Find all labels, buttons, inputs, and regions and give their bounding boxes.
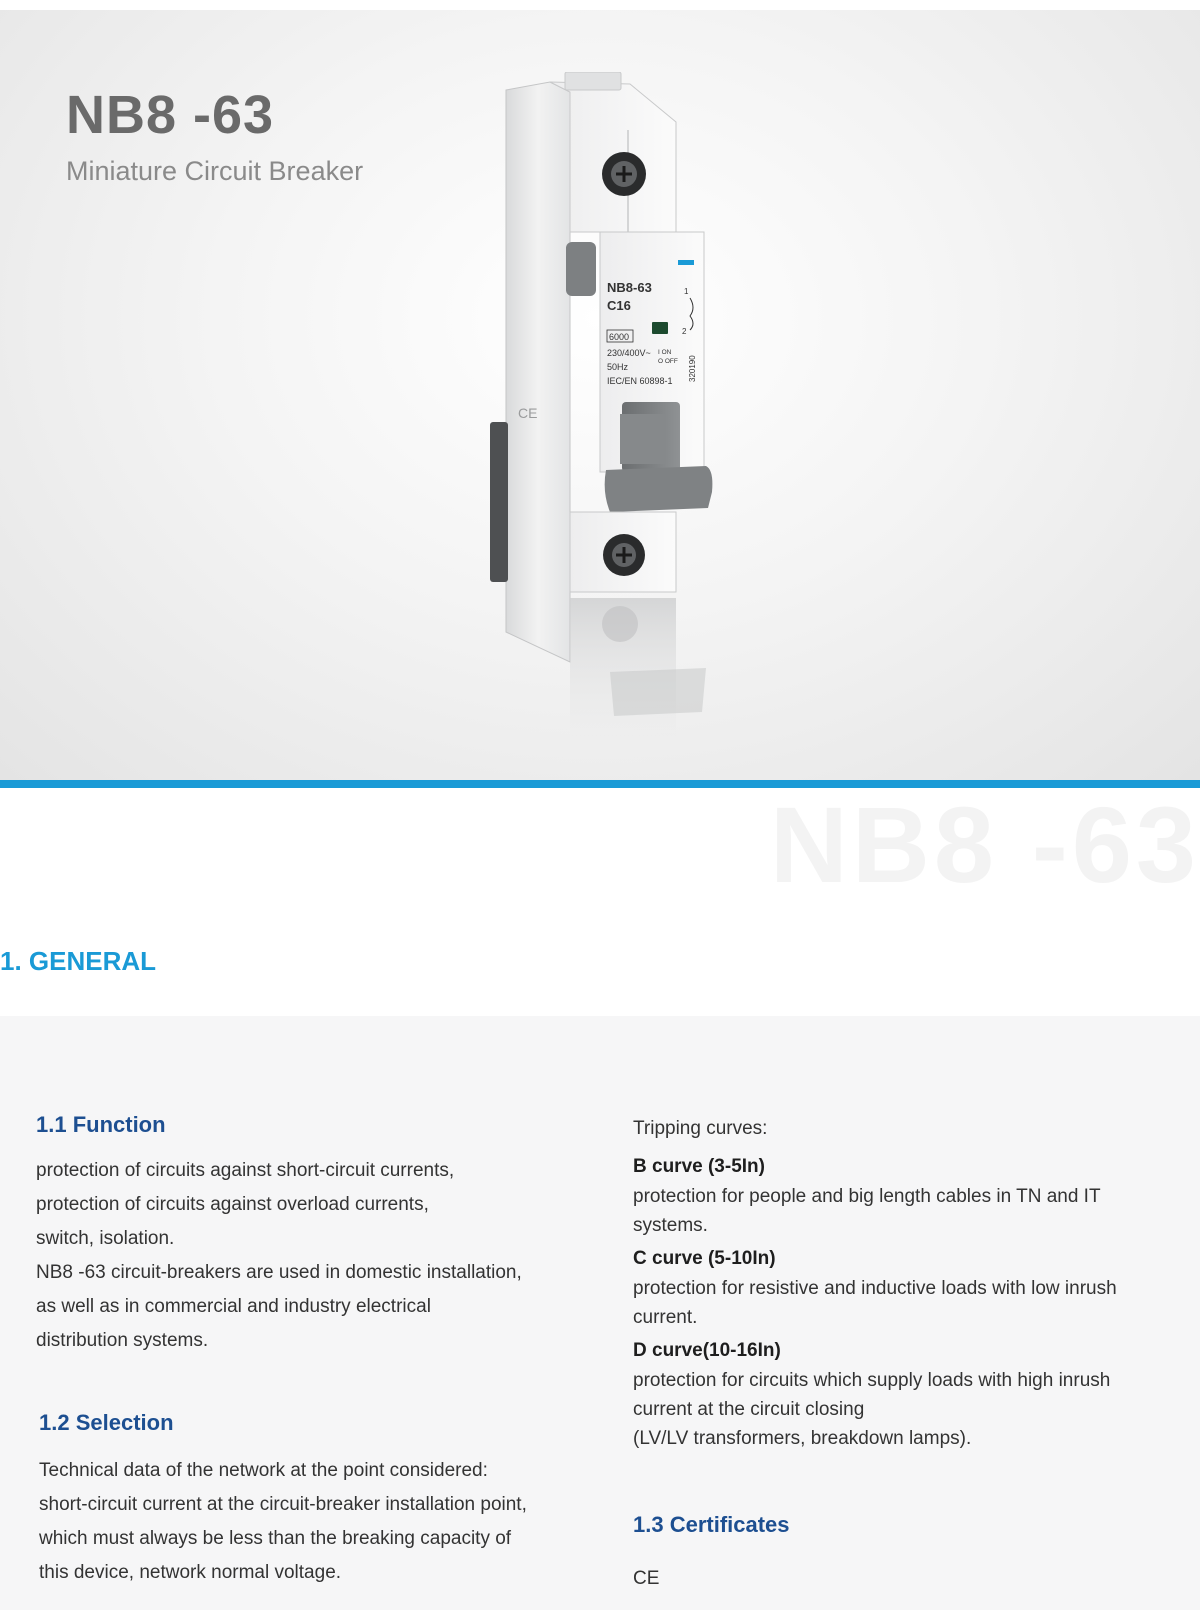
label-rating: C16 xyxy=(607,298,631,313)
curve-d-line: (LV/LV transformers, breakdown lamps). xyxy=(633,1428,972,1449)
curve-b-line: systems. xyxy=(633,1215,708,1236)
function-line: protection of circuits against short-circuit currents, xyxy=(36,1160,455,1181)
curve-d-line: protection for circuits which supply loads with high inrush xyxy=(633,1370,1111,1391)
label-breaking-capacity: 6000 xyxy=(609,332,630,342)
curve-b-title: B curve (3-5In) xyxy=(633,1156,765,1177)
ce-mark: CE xyxy=(518,405,538,421)
circuit-breaker-image xyxy=(480,72,760,772)
curve-b-line: protection for people and big length cables in TN and IT xyxy=(633,1186,1101,1207)
function-line: distribution systems. xyxy=(36,1330,209,1351)
function-line: protection of circuits against overload currents, xyxy=(36,1194,429,1215)
tripping-intro: Tripping curves: xyxy=(633,1118,768,1139)
selection-line: Technical data of the network at the point considered: xyxy=(39,1460,488,1481)
label-model: NB8-63 xyxy=(607,280,652,295)
selection-text xyxy=(39,1454,527,1590)
section-heading-general: 1. GENERAL xyxy=(0,946,157,976)
selection-line: which must always be less than the breaking capacity of xyxy=(39,1528,512,1549)
label-terminal-bottom: 2 xyxy=(682,327,687,336)
label-standard: IEC/EN 60898-1 xyxy=(607,376,673,386)
watermark-text: NB8 -63 xyxy=(769,784,1200,905)
general-content-panel xyxy=(0,1016,1200,1610)
curve-c-line: current. xyxy=(633,1307,698,1328)
function-text xyxy=(36,1154,522,1358)
function-line: NB8 -63 circuit-breakers are used in domestic installation, xyxy=(36,1262,522,1283)
selection-line: short-circuit current at the circuit-breaker installation point, xyxy=(39,1494,527,1515)
curve-d xyxy=(633,1336,1173,1453)
product-title: NB8 -63 xyxy=(66,85,275,145)
function-line: switch, isolation. xyxy=(36,1228,175,1249)
certificates-value: CE xyxy=(633,1568,660,1589)
label-frequency: 50Hz xyxy=(607,362,629,372)
selection-heading: 1.2 Selection xyxy=(39,1410,174,1435)
curve-c xyxy=(633,1244,1173,1332)
label-off: O OFF xyxy=(658,358,678,365)
label-code: 320190 xyxy=(688,355,697,382)
certificates-heading: 1.3 Certificates xyxy=(633,1512,790,1537)
product-subtitle: Miniature Circuit Breaker xyxy=(66,156,364,186)
curve-d-title: D curve(10-16In) xyxy=(633,1340,781,1361)
curve-c-title: C curve (5-10In) xyxy=(633,1248,776,1269)
hero-banner xyxy=(0,10,1200,780)
selection-line: this device, network normal voltage. xyxy=(39,1562,342,1583)
curve-c-line: protection for resistive and inductive loads with low inrush xyxy=(633,1278,1117,1299)
label-terminal-top: 1 xyxy=(684,287,689,296)
function-heading: 1.1 Function xyxy=(36,1112,166,1137)
curve-b xyxy=(633,1152,1173,1240)
label-on: I ON xyxy=(658,349,672,356)
label-voltage: 230/400V~ xyxy=(607,348,651,358)
curve-d-line: current at the circuit closing xyxy=(633,1399,865,1420)
function-line: as well as in commercial and industry electrical xyxy=(36,1296,431,1317)
